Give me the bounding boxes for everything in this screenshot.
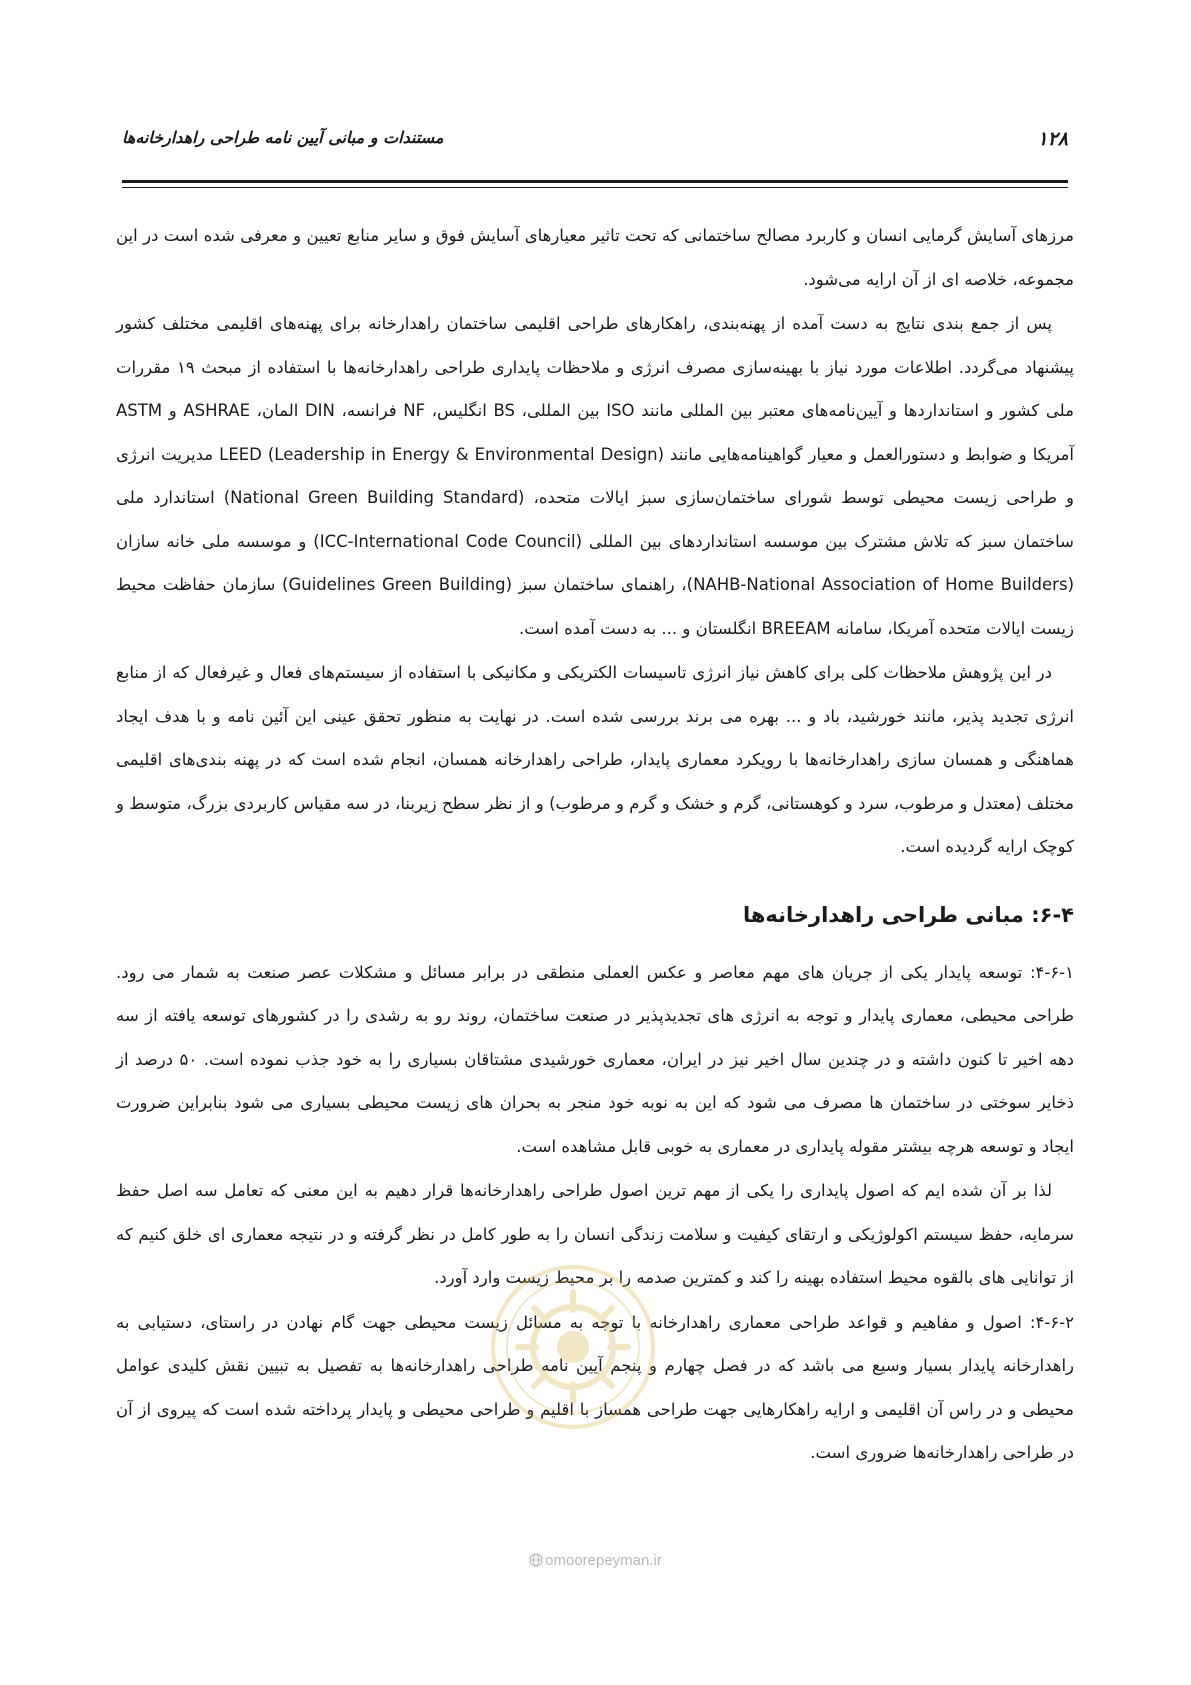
page-number: ۱۲۸ [1037,128,1068,150]
paragraph-6: ۴-۶-۲: اصول و مفاهیم و قواعد طراحی معماری راهدارخانه با توجه به مسائل زیست محیطی جهت گام نهادن در راستای، دستیابی به راهدارخانه پایدار بسیار وسیع می باشد که در فصل چهارم و پنجم آیین نامه طراحی راهدارخانه‌ها به تفصیل به تبیین نقش کلیدی عوامل محیطی و در راس آن اقلیمی و ارایه راهکارهایی جهت طراحی همساز با اقلیم و طراحی محیطی و پایدار پرداخته شده است که پیروی از آن در طراحی راهدارخانه‌ها ضروری است. [116,1312,1074,1462]
globe-icon [529,1553,543,1567]
section-heading: ۶-۴: مبانی طراحی راهدارخانه‌ها [742,902,1074,927]
paragraph-2: پس از جمع بندی نتایج به دست آمده از پهنه‌بندی، راهکارهای طراحی اقلیمی ساختمان راهدارخانه برای پهنه‌های اقلیمی مختلف کشور پیشنهاد می‌گردد. اطلاعات مورد نیاز با بهینه‌سازی مصرف انرژی و ملاحظات پایداری طراحی راهدارخانه‌ها با استفاده از مبحث ۱۹ مقررات ملی کشور و استانداردها و آیین‌نامه‌های معتبر بین المللی مانند ISO بین المللی، BS انگلیس، NF فرانسه، DIN المان، ASHRAE و ASTM آمریکا و ضوابط و دستورالعمل و معیار گواهینامه‌هایی مانند LEED (Leadership in Energy & Environmental Design) مدیریت انرژی و طراحی زیست محیطی توسط شورای ساختمان‌سازی سبز ایالات متحده، (National Green Building Standard) استاندارد ملی ساختمان سبز که تلاش مشترک بین موسسه استانداردهای بین المللی (ICC-International Code Council) و موسسه ملی خانه سازان (NAHB-National Association of Home Builders)، راهنمای ساختمان سبز (Guidelines Green Building) سازمان حفاظت محیط زیست ایالات متحده آمریکا، سامانه BREEAM انگلستان و ... به دست آمده است. [116,314,1075,638]
paragraph-4: ۴-۶-۱: توسعه پایدار یکی از جریان های مهم معاصر و عکس العملی منطقی در برابر مسائل و مشکلات عصر صنعت به شمار می رود. طراحی محیطی، معماری پایدار و توجه به انرژی های تجدیدپذیر در صنعت ساختمان، روند رو به رشدی را در کشورهای توسعه یافته از سه دهه اخیر تا کنون داشته و در چندین سال اخیر نیز در ایران، معماری خورشیدی مشتاقان بسیاری را به خود جذب نموده است. ۵۰ درصد از ذخایر سوختی در ساختمان ها مصرف می شود که این به نوبه خود منجر به بحران های زیست محیطی بسیاری می شود بنابراین ضرورت ایجاد و توسعه هرچه بیشتر مقوله پایداری در معماری به خوبی قابل مشاهده است. [116,962,1074,1156]
page-header [122,128,1068,162]
footer-website [0,1552,1191,1569]
running-title: مستندات و مبانی آیین نامه طراحی راهدارخانه‌ها [122,128,444,147]
header-rule-thin [122,187,1068,188]
paragraph-1: مرزهای آسایش گرمایی انسان و کاربرد مصالح ساختمانی که تحت تاثیر معیارهای آسایش فوق و سایر منابع تعیین و معرفی شده است در این مجموعه، خلاصه ای از آن ارایه می‌شود. [116,226,1074,289]
body-text [116,214,1074,1476]
paragraph-5: لذا بر آن شده ایم که اصول پایداری را یکی از مهم ترین اصول طراحی راهدارخانه‌ها قرار دهیم به این معنی که تعامل سه اصل حفظ سرمایه، حفظ سیستم اکولوژیکی و ارتقای کیفیت و سلامت زندگی انسان را به طور کامل در نظر گرفته و در نتیجه معماری ای خلق کنیم که از توانایی های بالقوه محیط استفاده بهینه را کند و کمترین صدمه را بر محیط زیست وارد آورد. [116,1181,1074,1287]
website-url: omoorepeyman.ir [545,1552,662,1569]
header-rule-thick [122,180,1068,183]
paragraph-3: در این پژوهش ملاحظات کلی برای کاهش نیاز انرژی تاسیسات الکتریکی و مکانیکی با استفاده از سیستم‌های فعال و غیرفعال که از منابع انرژی تجدید پذیر، مانند خورشید، باد و ... بهره می برند بررسی شده است. در نهایت به منظور تحقق عینی این آئین نامه و با هدف ایجاد هماهنگی و همسان سازی راهدارخانه‌ها با رویکرد معماری پایدار، طراحی راهدارخانه همسان، انجام شده است که در پهنه بندی‌های اقلیمی مختلف (معتدل و مرطوب، سرد و کوهستانی، گرم و خشک و گرم و مرطوب) و از نظر سطح زیربنا، در سه مقیاس کاربردی بزرگ، متوسط و کوچک ارایه گردیده است. [116,663,1074,856]
